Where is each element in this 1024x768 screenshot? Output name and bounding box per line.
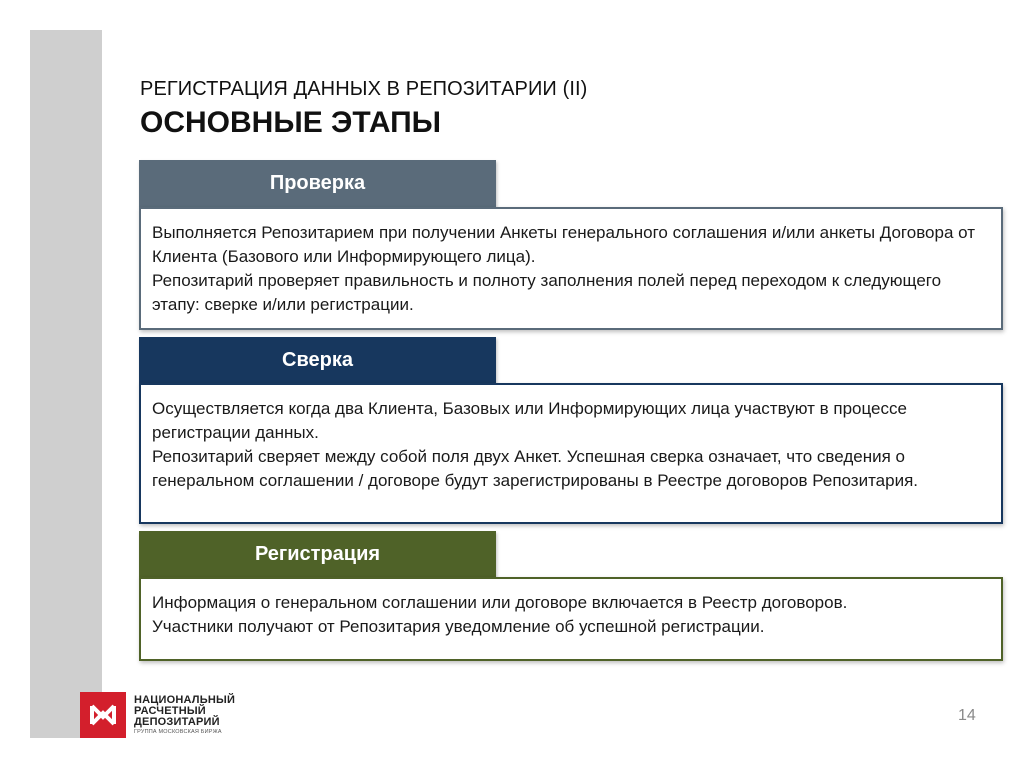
section-check-paragraph-2: Репозитарий проверяет правильность и полноту заполнения полей перед переходом к следующего этапу: сверке и/или регистрации. [152,271,942,314]
section-check-paragraph-1: Выполняется Репозитарием при получении Анкеты генерального соглашения и/или анкеты Договора от Клиента (Базового или Информирующего лица). [152,223,976,266]
left-decorative-bar [30,30,102,738]
logo-subline: ГРУППА МОСКОВСКАЯ БИРЖА [134,729,222,735]
slide-title: РЕГИСТРАЦИЯ ДАННЫХ В РЕПОЗИТАРИИ (II) [140,78,588,100]
slide-subtitle: ОСНОВНЫЕ ЭТАПЫ [140,106,442,139]
logo-line-2: РАСЧЕТНЫЙ [134,705,206,717]
section-reconciliation-paragraph-2: Репозитарий сверяет между собой поля двух Анкет. Успешная сверка означает, что сведения о генеральном соглашении / договоре будут зарегистрированы в Реестре договоров Репозитария. [152,447,919,490]
company-logo-text [134,695,235,728]
section-header-reconciliation: Сверка [139,337,496,384]
section-box-reconciliation [139,383,1003,524]
section-registration-paragraph-1: Информация о генеральном соглашении или договоре включается в Реестр договоров. [152,593,848,612]
section-reconciliation-paragraph-1: Осуществляется когда два Клиента, Базовых или Информирующих лица участвуют в процессе регистрации данных. [152,399,907,442]
section-header-registration: Регистрация [139,531,496,578]
section-registration-paragraph-2: Участники получают от Репозитария уведомление об успешной регистрации. [152,617,765,636]
company-logo-icon [80,692,126,738]
section-header-check: Проверка [139,160,496,207]
section-box-registration [139,577,1003,661]
page-number: 14 [958,707,976,724]
logo-line-3: ДЕПОЗИТАРИЙ [134,716,220,728]
section-box-check [139,207,1003,330]
logo-line-1: НАЦИОНАЛЬНЫЙ [134,694,236,706]
